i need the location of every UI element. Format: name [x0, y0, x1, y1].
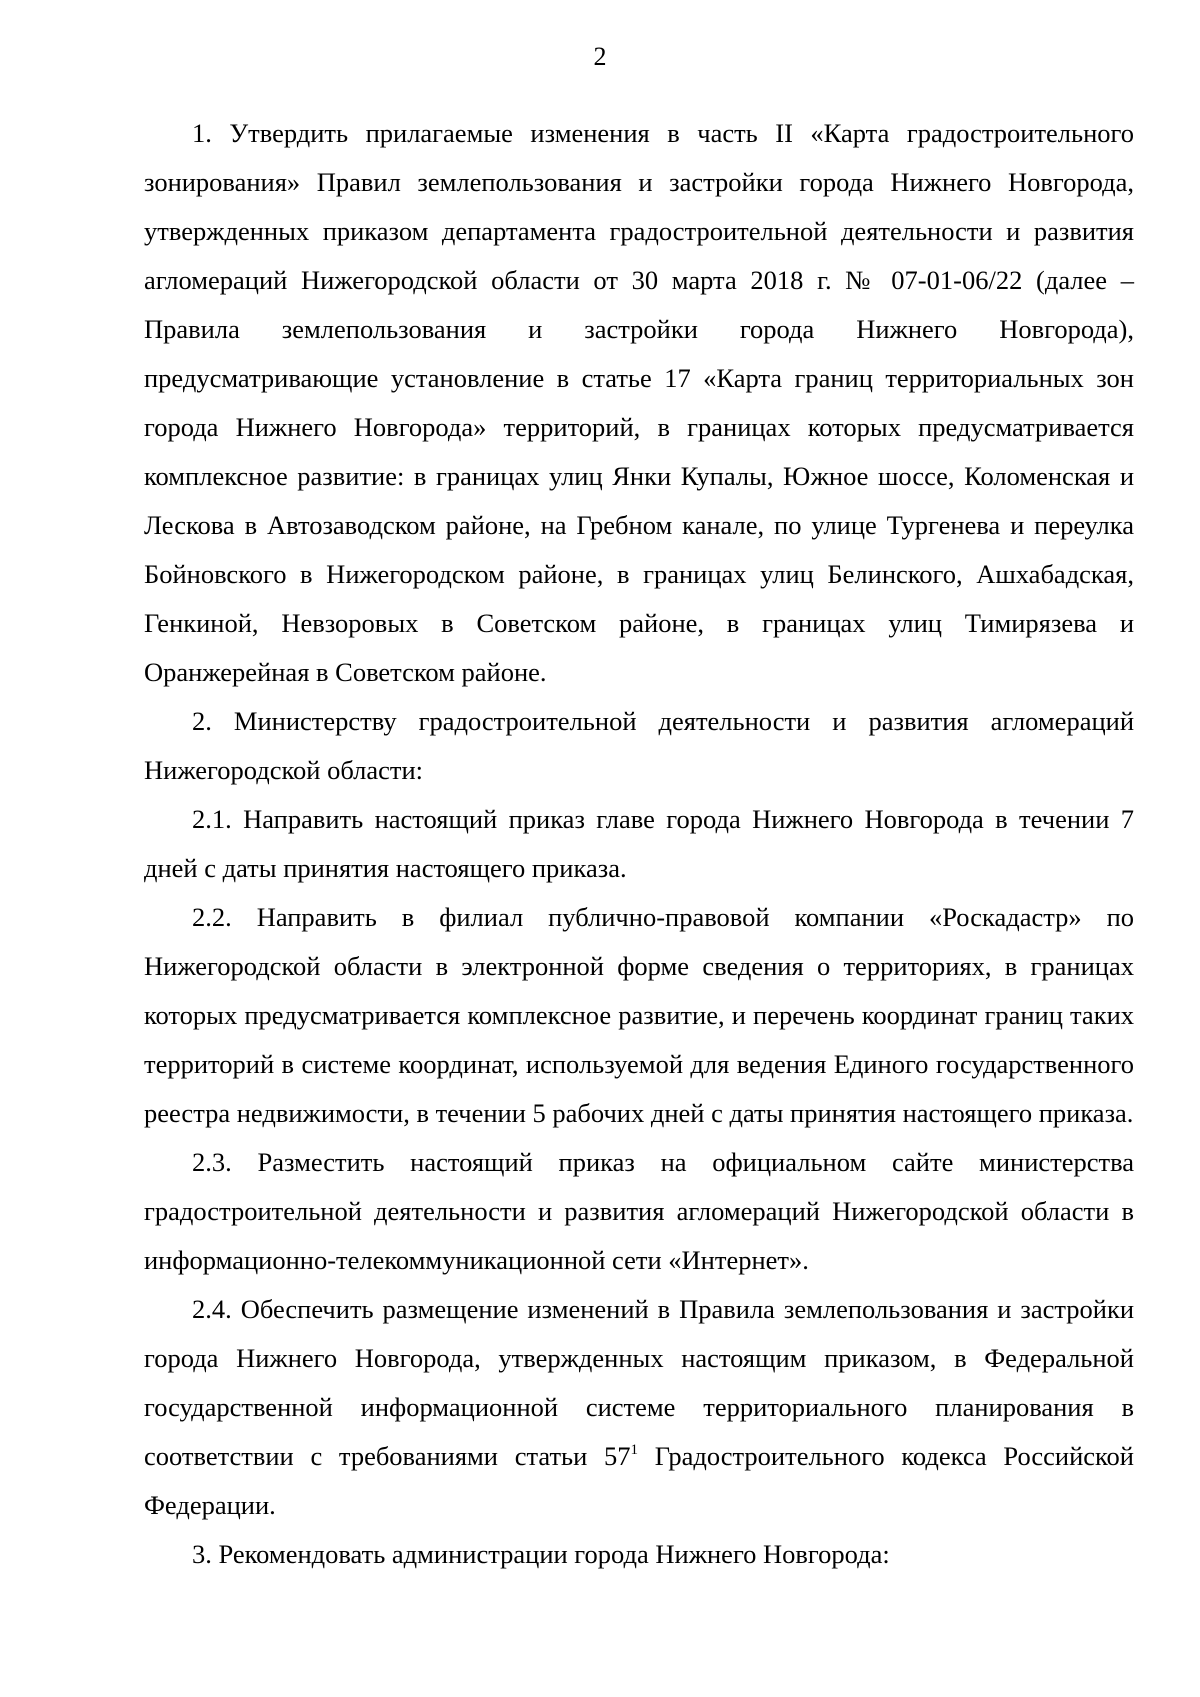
- paragraph-2-4-text: 2.4. Обеспечить размещение изменений в Правила землепользования и застройки города Нижнего Новгорода, утвержденных настоящим приказом, в Федеральной государственной информационной системе территориального планирования в соответствии с требованиями статьи 57: [144, 1294, 1134, 1471]
- paragraph-2-2: 2.2. Направить в филиал публично-правовой компании «Роскадастр» по Нижегородской области в электронной форме сведения о территориях, в границах которых предусматривается комплексное развитие, и перечень координат границ таких территорий в системе координат, используемой для ведения Единого государственного реестра недвижимости, в течении 5 рабочих дней с даты принятия настоящего приказа.: [144, 902, 1134, 1128]
- page-number: 2: [593, 42, 607, 71]
- paragraph-2-1: 2.1. Направить настоящий приказ главе города Нижнего Новгорода в течении 7 дней с даты принятия настоящего приказа.: [144, 804, 1134, 883]
- paragraph-3: 3. Рекомендовать администрации города Нижнего Новгорода:: [192, 1539, 890, 1569]
- paragraph-2-4-tail: Градостроительного кодекса Российской Федерации.: [144, 1441, 1134, 1520]
- paragraph-2-3: 2.3. Разместить настоящий приказ на официальном сайте министерства градостроительной деятельности и развития агломераций Нижегородской области в информационно-телекоммуникационной сети «Интернет».: [144, 1147, 1134, 1275]
- document-body: [144, 109, 1134, 1579]
- paragraph-2: 2. Министерству градостроительной деятельности и развития агломераций Нижегородской области:: [144, 706, 1134, 785]
- paragraph-2-4: [144, 1285, 1134, 1530]
- article-superscript: 1: [630, 1442, 638, 1458]
- paragraph-1: 1. Утвердить прилагаемые изменения в часть II «Карта градостроительного зонирования» Правил землепользования и застройки города Нижнего Новгорода, утвержденных приказом департамента градостроительной деятельности и развития агломераций Нижегородской области от 30 марта 2018 г. № 07-01-06/22 (далее – Правила землепользования и застройки города Нижнего Новгорода), предусматривающие установление в статье 17 «Карта границ территориальных зон города Нижнего Новгорода» территорий, в границах которых предусматривается комплексное развитие: в границах улиц Янки Купалы, Южное шоссе, Коломенская и Лескова в Автозаводском районе, на Гребном канале, по улице Тургенева и переулка Бойновского в Нижегородском районе, в границах улиц Белинского, Ашхабадская, Генкиной, Невзоровых в Советском районе, в границах улиц Тимирязева и Оранжерейная в Советском районе.: [144, 118, 1134, 687]
